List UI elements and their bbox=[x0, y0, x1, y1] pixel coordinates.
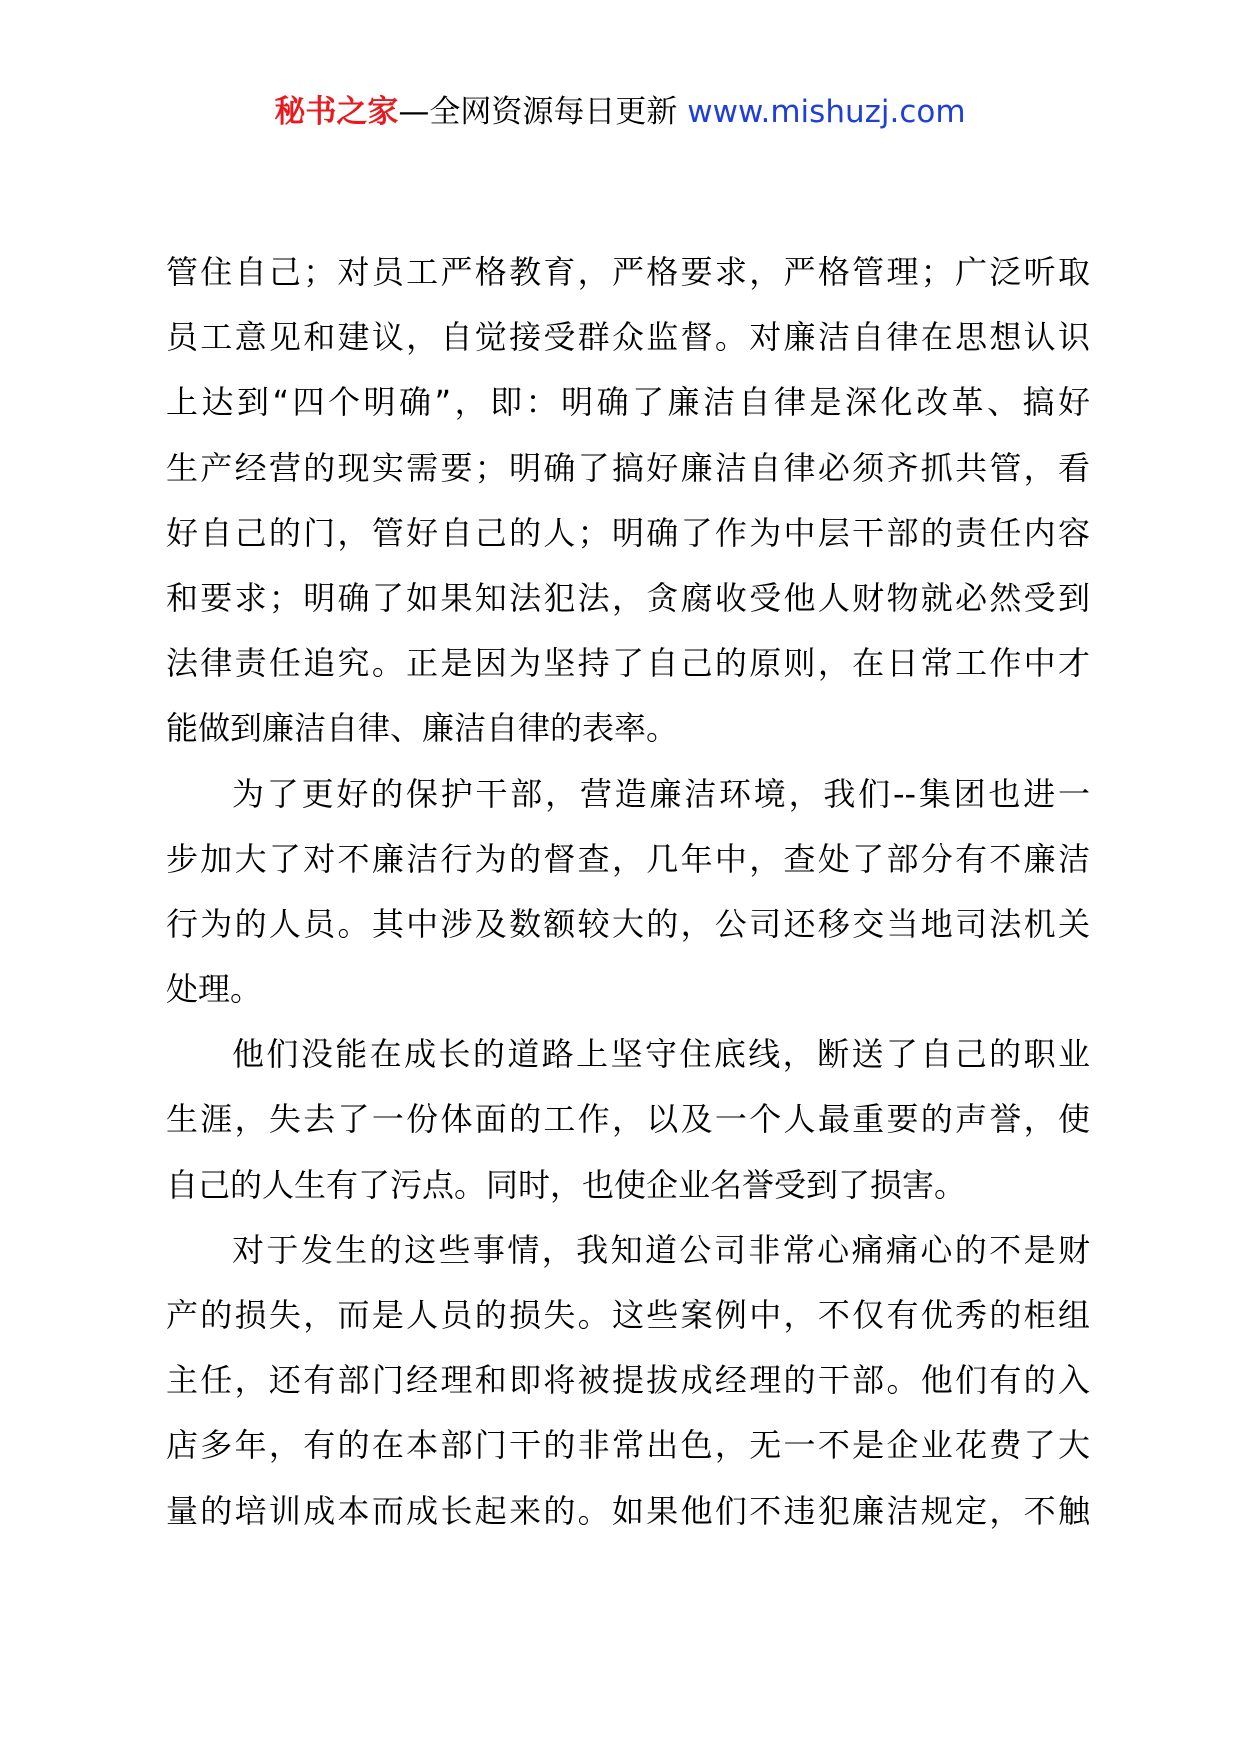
paragraph bbox=[166, 1022, 1090, 1218]
text-line: 生涯，失去了一份体面的工作，以及一个人最重要的声誉，使 bbox=[166, 1100, 1090, 1139]
text-line: 处理。 bbox=[166, 970, 263, 1009]
text-line: 步加大了对不廉洁行为的督查，几年中，查处了部分有不廉洁 bbox=[166, 839, 1090, 878]
text-line: 产的损失，而是人员的损失。这些案例中，不仅有优秀的柜组 bbox=[166, 1296, 1090, 1334]
text-line: 和要求；明确了如果知法犯法，贪腐收受他人财物就必然受到 bbox=[166, 578, 1090, 617]
text-line: 量的培训成本而成长起来的。如果他们不违犯廉洁规定，不触 bbox=[166, 1491, 1090, 1530]
paragraph bbox=[166, 762, 1090, 1023]
text-line: 店多年，有的在本部门干的非常出色，无一不是企业花费了大 bbox=[166, 1426, 1090, 1465]
paragraph bbox=[166, 1218, 1090, 1544]
header-tagline: —全网资源每日更新 bbox=[398, 94, 678, 130]
text-line: 法律责任追究。正是因为坚持了自己的原则，在日常工作中才 bbox=[166, 644, 1090, 683]
text-line: 员工意见和建议，自觉接受群众监督。对廉洁自律在思想认识 bbox=[166, 318, 1090, 357]
page-header bbox=[0, 92, 1240, 132]
text-line: 能做到廉洁自律、廉洁自律的表率。 bbox=[166, 709, 679, 748]
document-body bbox=[166, 240, 1090, 1544]
brand-name: 秘书之家 bbox=[274, 94, 399, 130]
text-line: 他们没能在成长的道路上坚守住底线，断送了自己的职业 bbox=[232, 1035, 1090, 1074]
text-line: 对于发生的这些事情，我知道公司非常心痛痛心的不是财 bbox=[232, 1230, 1090, 1269]
site-url-link[interactable]: www.mishuzj.com bbox=[687, 94, 966, 130]
text-line: 行为的人员。其中涉及数额较大的，公司还移交当地司法机关 bbox=[166, 904, 1090, 943]
text-line: 自己的人生有了污点。同时，也使企业名誉受到了损害。 bbox=[166, 1165, 967, 1204]
text-line: 生产经营的现实需要；明确了搞好廉洁自律必须齐抓共管，看 bbox=[166, 448, 1090, 487]
text-line: 管住自己；对员工严格教育，严格要求，严格管理；广泛听取 bbox=[166, 253, 1090, 291]
paragraph bbox=[166, 240, 1090, 762]
text-line: 上达到“四个明确”，即：明确了廉洁自律是深化改革、搞好 bbox=[166, 383, 1090, 422]
text-line: 主任，还有部门经理和即将被提拔成经理的干部。他们有的入 bbox=[166, 1361, 1090, 1400]
text-line: 好自己的门，管好自己的人；明确了作为中层干部的责任内容 bbox=[166, 513, 1090, 552]
text-line: 为了更好的保护干部，营造廉洁环境，我们--集团也进一 bbox=[232, 774, 1090, 813]
